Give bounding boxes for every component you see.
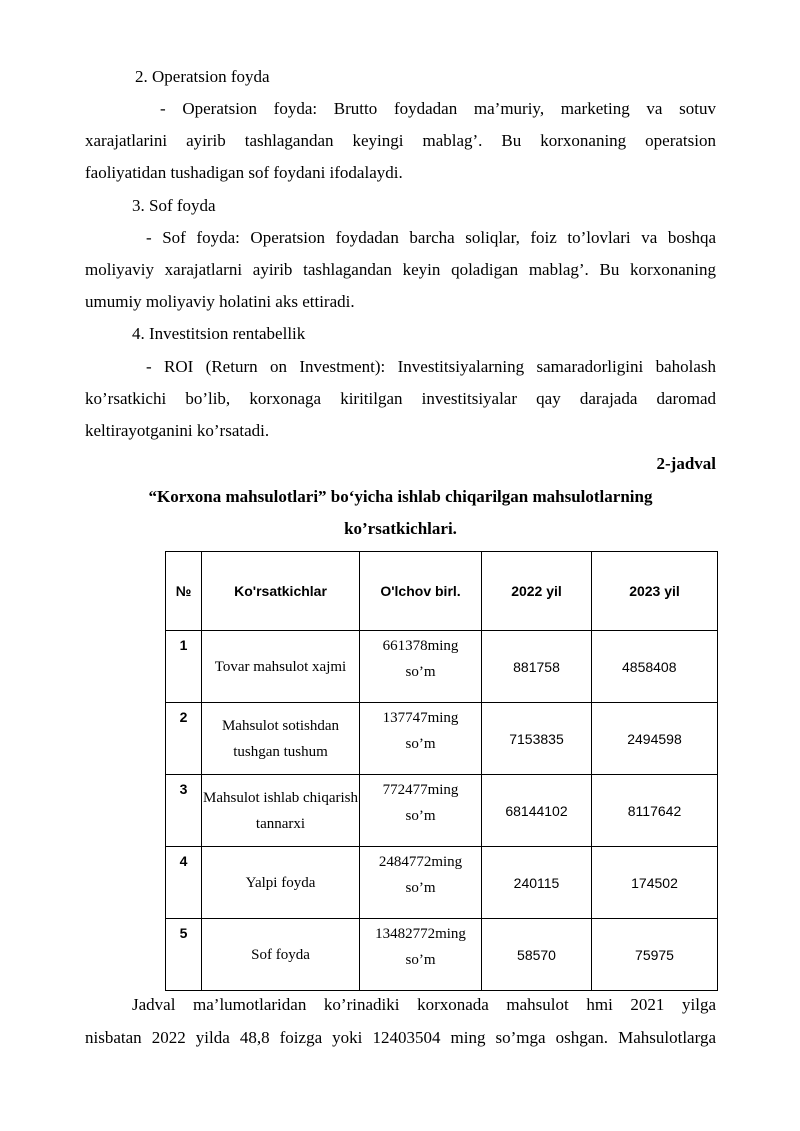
unit-currency: so’m — [405, 808, 436, 824]
row-number: 2 — [166, 703, 202, 775]
paragraph-line: xarajatlarini ayirib tashlagandan keyingi mablag’. Bu korxonaning operatsion — [85, 131, 716, 150]
paragraph-line: ko’rsatkichi bo’lib, korxonaga kiritilgan investitsiyalar qay darajada daromad — [85, 389, 716, 408]
row-value-2022: 68144102 — [482, 775, 592, 847]
header-2022: 2022 yil — [482, 552, 592, 631]
row-unit — [360, 847, 482, 919]
paragraph-line: keltirayotganini ko’rsatadi. — [85, 421, 270, 440]
row-value-2022: 58570 — [482, 919, 592, 991]
row-value-2023: 2494598 — [592, 703, 718, 775]
row-unit — [360, 919, 482, 991]
unit-currency: so’m — [405, 952, 436, 968]
row-value-2023: 8117642 — [592, 775, 718, 847]
row-number: 3 — [166, 775, 202, 847]
unit-currency: so’m — [405, 736, 436, 752]
header-2023: 2023 yil — [592, 552, 718, 631]
row-value-2022: 240115 — [482, 847, 592, 919]
conclusion-line-2: nisbatan 2022 yilda 48,8 foizga yoki 12403504 ming so’mga oshgan. Mahsulotlarga — [85, 1028, 716, 1047]
table-label: 2-jadval — [656, 454, 716, 473]
row-indicator: Mahsulot ishlab chiqarish tannarxi — [202, 775, 360, 847]
conclusion-line-1: Jadval ma’lumotlaridan ko’rinadiki korxonada mahsulot hmi 2021 yilga — [132, 995, 716, 1014]
table-row — [166, 847, 718, 919]
header-indicators: Ko'rsatkichlar — [202, 552, 360, 631]
paragraph-line: - Operatsion foyda: Brutto foydadan ma’muriy, marketing va sotuv — [160, 99, 716, 118]
unit-value: 13482772ming — [375, 926, 466, 942]
row-indicator: Mahsulot sotishdan tushgan tushum — [202, 703, 360, 775]
row-number: 1 — [166, 631, 202, 703]
table-header-row — [166, 552, 718, 631]
table-row — [166, 703, 718, 775]
paragraph-line: umumiy moliyaviy holatini aks ettiradi. — [85, 292, 355, 311]
unit-value: 772477ming — [382, 782, 459, 798]
table-row — [166, 631, 718, 703]
paragraph-line: faoliyatidan tushadigan sof foydani ifodalaydi. — [85, 163, 403, 182]
row-number: 5 — [166, 919, 202, 991]
header-unit: O'lchov birl. — [360, 552, 482, 631]
section-heading-operatsion-foyda: 2. Operatsion foyda — [135, 67, 270, 86]
indicators-table — [165, 551, 718, 991]
table-title-line-2: ko’rsatkichlari. — [344, 519, 457, 538]
paragraph-line: moliyaviy xarajatlarni ayirib tashlagandan keyin qoladigan mablag’. Bu korxonaning — [85, 260, 716, 279]
section-heading-sof-foyda: 3. Sof foyda — [132, 196, 216, 215]
paragraph-line: - Sof foyda: Operatsion foydadan barcha soliqlar, foiz to’lovlari va boshqa — [146, 228, 716, 247]
row-value-2023: 4858408 — [592, 631, 718, 703]
section-heading-investitsion-rentabellik: 4. Investitsion rentabellik — [132, 324, 306, 343]
row-unit — [360, 631, 482, 703]
row-indicator: Tovar mahsulot xajmi — [202, 631, 360, 703]
table-title-line-1: “Korxona mahsulotlari” bo‘yicha ishlab chiqarilgan mahsulotlarning — [148, 487, 653, 506]
table-row — [166, 919, 718, 991]
unit-value: 2484772ming — [378, 854, 463, 870]
row-value-2022: 881758 — [482, 631, 592, 703]
unit-currency: so’m — [405, 880, 436, 896]
row-value-2023: 174502 — [592, 847, 718, 919]
unit-value: 137747ming — [382, 710, 459, 726]
row-value-2022: 7153835 — [482, 703, 592, 775]
row-value-2023: 75975 — [592, 919, 718, 991]
unit-value: 661378ming — [382, 638, 459, 654]
header-number: № — [166, 552, 202, 631]
row-unit — [360, 703, 482, 775]
paragraph-line: - ROI (Return on Investment): Investitsiyalarning samaradorligini baholash — [146, 357, 716, 376]
row-indicator: Yalpi foyda — [202, 847, 360, 919]
row-unit — [360, 775, 482, 847]
row-indicator: Sof foyda — [202, 919, 360, 991]
unit-currency: so’m — [405, 664, 436, 680]
table-row — [166, 775, 718, 847]
row-number: 4 — [166, 847, 202, 919]
